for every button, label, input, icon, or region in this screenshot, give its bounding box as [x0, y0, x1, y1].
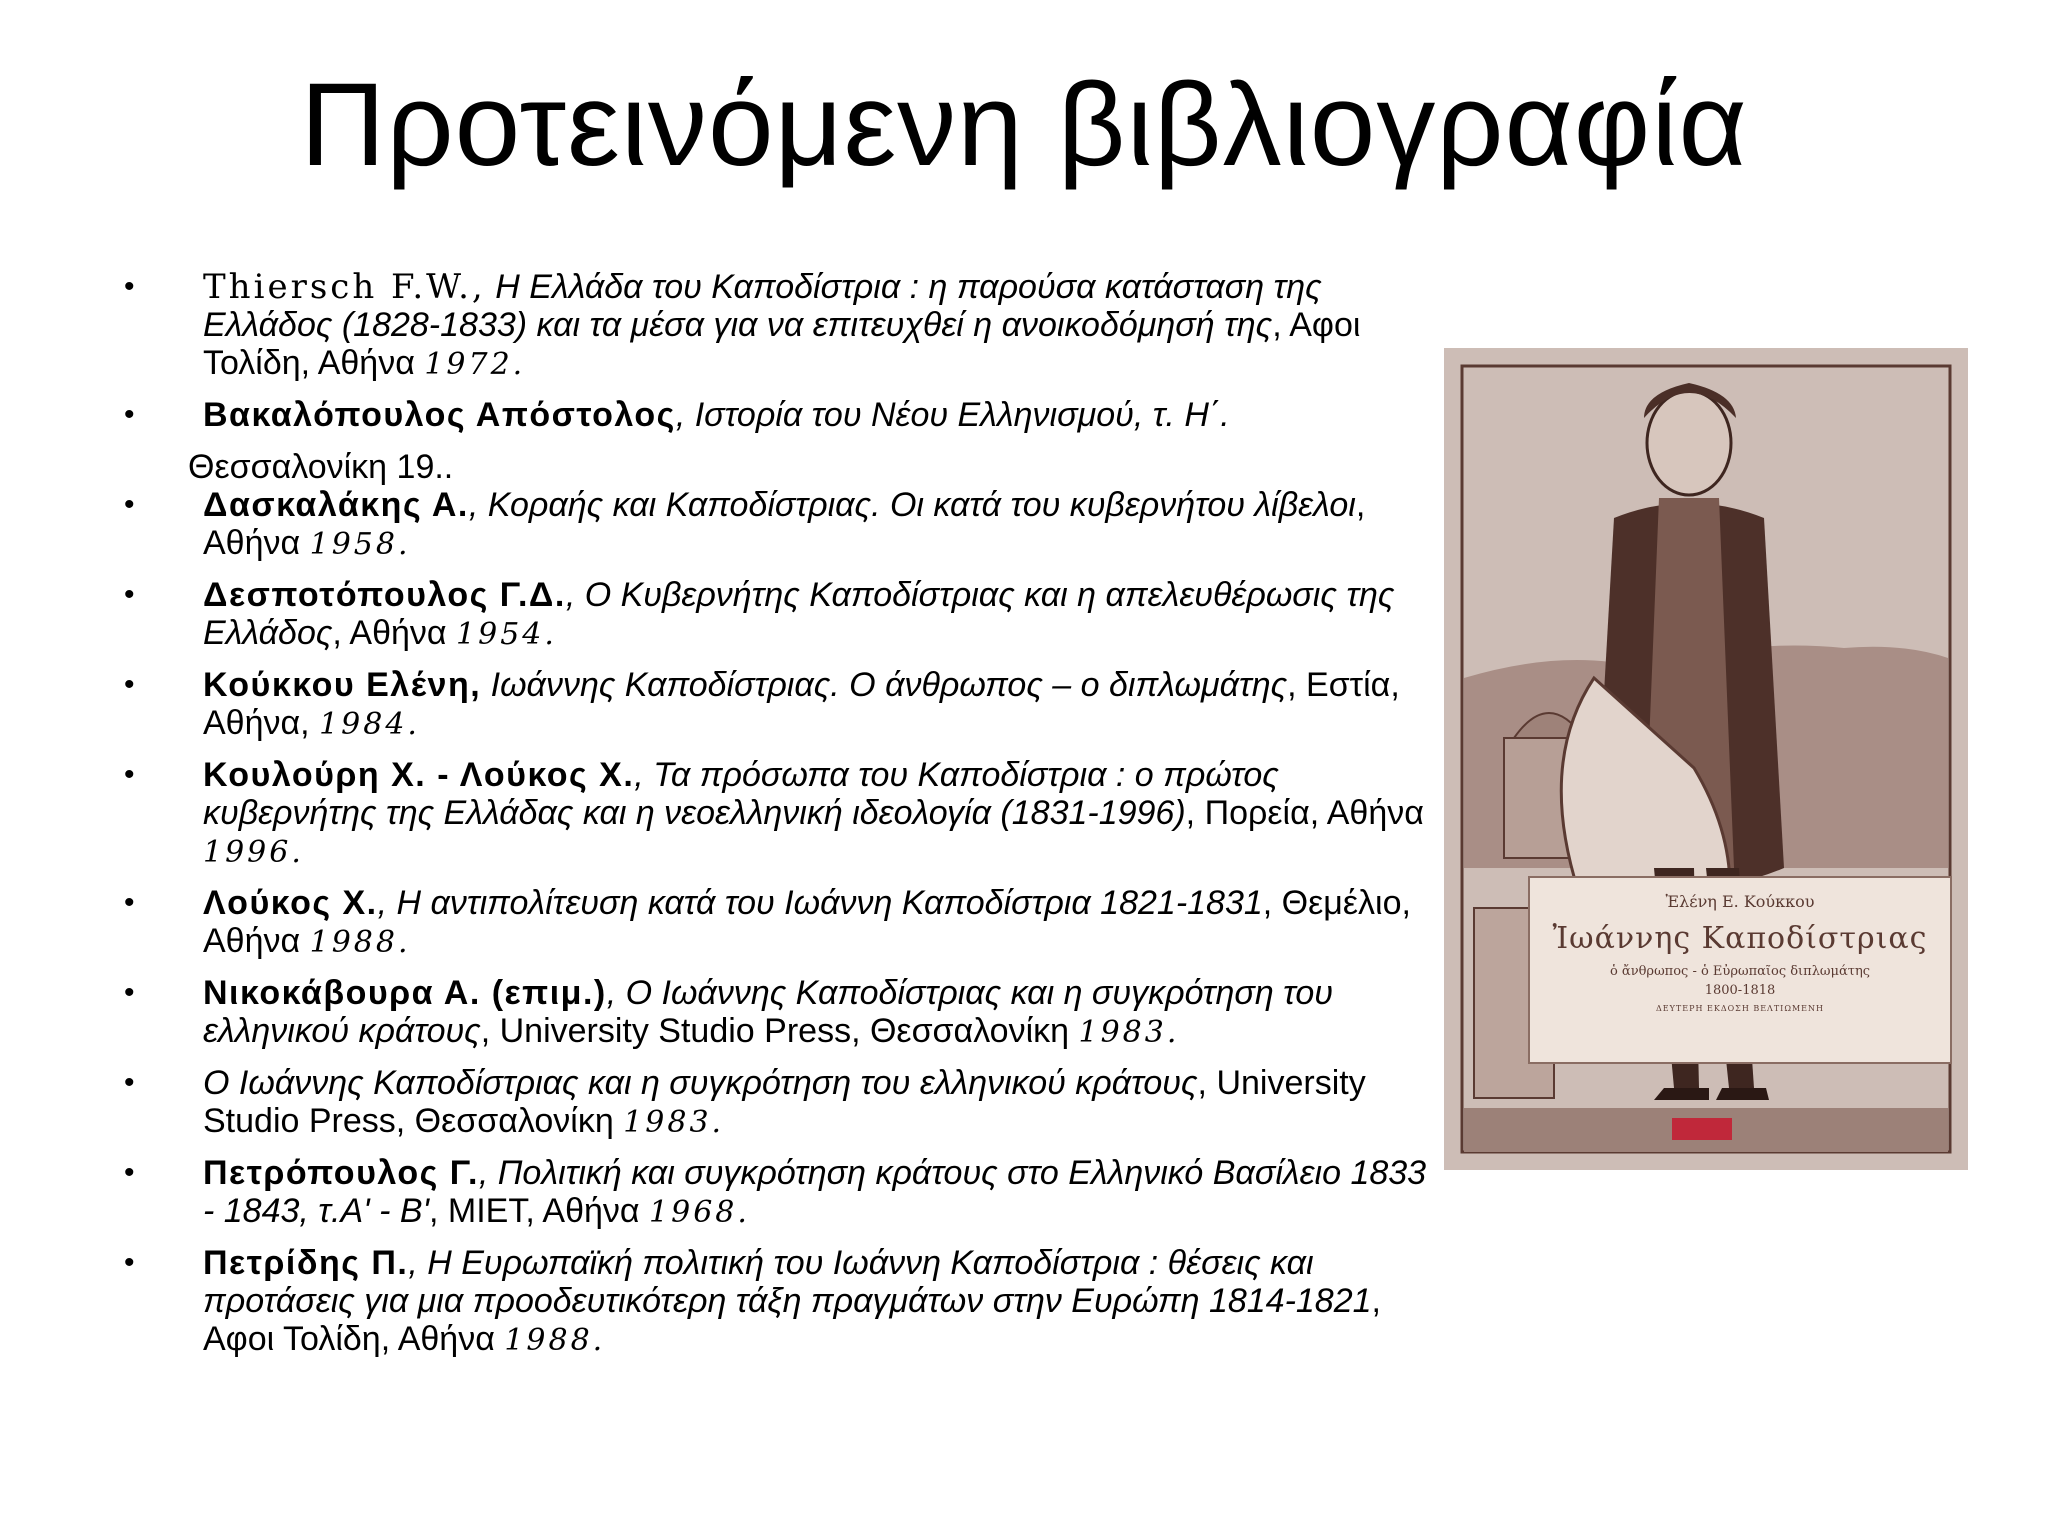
- entry-work: , Ο Ιωάννης Καποδίστριας και η συγκρότηση του ελληνικού κράτους: [203, 974, 1333, 1050]
- bullet: •: [124, 398, 135, 431]
- bullet: •: [124, 668, 135, 701]
- bullet: •: [124, 1246, 135, 1279]
- bullet: •: [124, 886, 135, 919]
- bibliography-list: [120, 268, 1445, 1372]
- entry-author: Πετρίδης Π.: [203, 1244, 409, 1282]
- entry-work: Ο Ιωάννης Καποδίστριας και η συγκρότηση του ελληνικού κράτους: [203, 1064, 1198, 1102]
- entry-year: 1983.: [623, 1105, 725, 1140]
- bibliography-entry: [120, 396, 1445, 434]
- book-cover-image: [1444, 348, 1968, 1170]
- bullet: •: [124, 758, 135, 791]
- entry-publisher: , Εστία, Αθήνα,: [203, 666, 1400, 742]
- entry-year: 1988.: [309, 925, 411, 960]
- entry-publisher: , Αθήνα: [203, 486, 1366, 562]
- entry-work: , Κοραής και Καποδίστριας. Οι κατά του κυβερνήτου λίβελοι: [468, 486, 1356, 524]
- entry-year: 1972.: [424, 347, 526, 382]
- entry-year: 1984.: [319, 707, 420, 742]
- bullet: •: [124, 488, 135, 521]
- bibliography-entry: [120, 666, 1445, 744]
- entry-author: Thiersch F.W.,: [203, 267, 486, 307]
- entry-author: Κουλούρη Χ. - Λούκος Χ.: [203, 756, 635, 794]
- entry-publisher: , Αθήνα: [332, 614, 447, 652]
- entry-author: Δασκαλάκης Α.: [203, 486, 469, 524]
- entry-publisher: , Θεμέλιο, Αθήνα: [203, 884, 1411, 960]
- entry-work: , Ιστορία του Νέου Ελληνισμού, τ. Η΄.: [675, 396, 1230, 434]
- bullet: •: [124, 976, 135, 1009]
- entry-work: Η Ελλάδα του Καποδίστρια : η παρούσα κατάσταση της Ελλάδος (1828-1833) και τα μέσα για να επιτευχθεί η ανοικοδόμησή της: [203, 268, 1322, 344]
- bibliography-entry: [120, 268, 1445, 384]
- cover-subtitle: ὁ ἄνθρωπος - ὁ Εὐρωπαῖος διπλωμάτης: [1609, 964, 1871, 979]
- entry-publisher: , Πορεία, Αθήνα: [1185, 794, 1424, 832]
- entry-author: Δεσποτόπουλος Γ.Δ.: [203, 576, 566, 614]
- bibliography-entry: [120, 756, 1445, 872]
- entry-work: , Ο Κυβερνήτης Καποδίστριας και η απελευθέρωσις της Ελλάδος: [203, 576, 1395, 652]
- entry-work: , Πολιτική και συγκρότηση κράτους στο Ελληνικό Βασίλειο 1833 - 1843, τ.Α' - Β': [203, 1154, 1427, 1230]
- entry-continuation: Θεσσαλονίκη 19..: [188, 448, 454, 486]
- entry-work: , Η Ευρωπαϊκή πολιτική του Ιωάννη Καποδίστρια : θέσεις και προτάσεις για μια προοδευτικότερη τάξη πραγμάτων στην Ευρώπη 1814-1821: [203, 1244, 1372, 1320]
- cover-years: 1800-1818: [1704, 983, 1776, 998]
- bibliography-entry: [120, 974, 1445, 1052]
- cover-small-print: ΔΕΥΤΕΡΗ ΕΚΔΟΣΗ ΒΕΛΤΙΩΜΕΝΗ: [1656, 1004, 1824, 1013]
- entry-author: Κούκκου Ελένη,: [203, 666, 482, 704]
- entry-year: 1968.: [649, 1195, 750, 1230]
- bibliography-entry: [120, 486, 1445, 564]
- entry-author: Λούκος Χ.: [203, 884, 378, 922]
- entry-year: 1996.: [203, 835, 304, 870]
- slide-title: Προτεινόμενη βιβλιογραφία: [300, 59, 1748, 191]
- cover-label: [1528, 876, 1952, 1064]
- entry-work: , Τα πρόσωπα του Καποδίστρια : ο πρώτος κυβερνήτης της Ελλάδας και η νεοελληνική ιδεολογία (1831-1996): [203, 756, 1279, 832]
- entry-year: 1958.: [309, 527, 411, 562]
- entry-year: 1954.: [456, 617, 557, 652]
- bibliography-entry: [120, 1064, 1445, 1142]
- entry-author: Νικοκάβουρα Α. (επιμ.): [203, 974, 607, 1012]
- entry-publisher: , Αφοι Τολίδη, Αθήνα: [203, 1282, 1381, 1358]
- publisher-logo-icon: [1672, 1118, 1732, 1140]
- entry-publisher: , Αφοι Τολίδη, Αθήνα: [203, 306, 1361, 382]
- bullet: •: [124, 1066, 135, 1099]
- entry-work: , Η αντιπολίτευση κατά του Ιωάννη Καποδίστρια 1821-1831: [377, 884, 1263, 922]
- bullet: •: [124, 1156, 135, 1189]
- bibliography-entry: [120, 1244, 1445, 1360]
- bibliography-entry: [120, 1154, 1445, 1232]
- entry-publisher: , University Studio Press, Θεσσαλονίκη: [203, 1064, 1366, 1140]
- bullet: •: [124, 578, 135, 611]
- entry-publisher: , University Studio Press, Θεσσαλονίκη: [480, 1012, 1070, 1050]
- entry-author: Βακαλόπουλος Απόστολος: [203, 396, 676, 434]
- entry-work: Ιωάννης Καποδίστριας. Ο άνθρωπος – ο διπλωμάτης: [481, 666, 1288, 704]
- bibliography-entry: [120, 884, 1445, 962]
- entry-year: 1988.: [504, 1323, 606, 1358]
- bullet: •: [124, 270, 135, 303]
- entry-publisher: , ΜΙΕΤ, Αθήνα: [429, 1192, 640, 1230]
- cover-title: Ἰωάννης Καποδίστριας: [1552, 921, 1928, 956]
- entry-author: Πετρόπουλος Γ.: [203, 1154, 479, 1192]
- entry-year: 1983.: [1078, 1015, 1180, 1050]
- bibliography-entry: [120, 576, 1445, 654]
- cover-author: Ἐλένη Ε. Κούκκου: [1665, 892, 1815, 911]
